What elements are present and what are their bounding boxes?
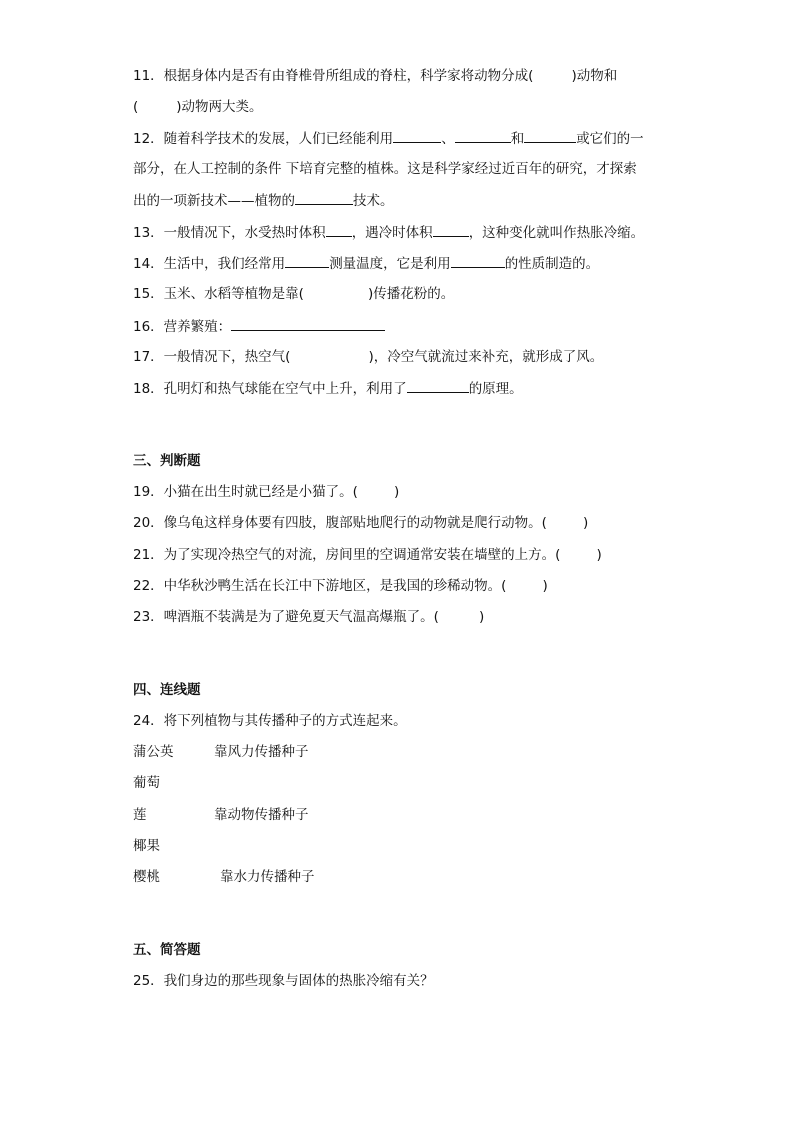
section-3-heading: 三、判断题 <box>133 453 201 469</box>
q20-text-b: ) <box>582 515 589 531</box>
section-5-heading: 五、简答题 <box>133 942 201 958</box>
question-12-line2 <box>133 159 637 179</box>
q17-text-a: 17．一般情况下，热空气( <box>133 349 291 365</box>
match-row-1 <box>133 742 174 762</box>
question-11-line2 <box>133 97 263 117</box>
question-18 <box>133 378 523 399</box>
q14-text-c: 的性质制造的。 <box>504 256 600 272</box>
question-11-line1 <box>133 66 617 86</box>
question-19 <box>133 482 399 502</box>
q18-text-b: 的原理。 <box>468 381 523 397</box>
method-wind[interactable]: 靠风力传播种子 <box>214 744 309 760</box>
question-15 <box>133 284 454 304</box>
plant-grape[interactable]: 葡萄 <box>133 775 160 791</box>
q18-text-a: 18．孔明灯和热气球能在空气中上升，利用了 <box>133 381 407 397</box>
q21-text-b: ) <box>596 547 602 563</box>
question-22 <box>133 576 548 596</box>
question-14 <box>133 253 599 274</box>
q14-text-b: 测量温度，它是利用 <box>329 256 451 272</box>
question-25: 25．我们身边的那些现象与固体的热胀冷缩有关？ <box>133 973 434 989</box>
question-17 <box>133 347 603 367</box>
q12-blank-1[interactable] <box>393 128 441 143</box>
q22-text-a: 22．中华秋沙鸭生活在长江中下游地区，是我国的珍稀动物。( <box>133 578 507 594</box>
q21-text-a: 21．为了实现冷热空气的对流，房间里的空调通常安装在墙壁的上方。( <box>133 547 561 563</box>
question-16 <box>133 316 385 337</box>
q12-text-b: 、 <box>441 131 455 147</box>
question-13 <box>133 222 644 243</box>
q12-blank-4[interactable] <box>295 190 353 205</box>
plant-coconut[interactable]: 椰果 <box>133 838 160 854</box>
q23-text-a: 23．啤酒瓶不装满是为了避免夏天气温高爆瓶了。( <box>133 609 439 625</box>
q14-blank-2[interactable] <box>451 253 505 268</box>
q13-text-a: 13．一般情况下，水受热时体积 <box>133 225 326 241</box>
q13-text-c: ，这种变化就叫作热胀冷缩。 <box>468 225 645 241</box>
q20-text-a: 20．像乌龟这样身体要有四肢，腹部贴地爬行的动物就是爬行动物。( <box>133 515 547 531</box>
method-water[interactable]: 靠水力传播种子 <box>220 869 315 885</box>
q14-blank-1[interactable] <box>285 253 329 268</box>
q15-text-b: )传播花粉的。 <box>367 286 455 302</box>
q19-text-b: ) <box>393 484 400 500</box>
q12-blank-3[interactable] <box>524 128 576 143</box>
q16-blank[interactable] <box>231 316 385 331</box>
q13-text-b: ，遇冷时体积 <box>351 225 433 241</box>
q11-text-c: ( <box>133 99 139 115</box>
q17-text-b: )，冷空气就流过来补充，就形成了风。 <box>368 349 604 365</box>
q22-text-b: ) <box>542 578 548 594</box>
q23-text-b: ) <box>478 609 485 625</box>
q11-text-b: )动物和 <box>571 68 618 84</box>
q13-blank-1[interactable] <box>326 222 352 237</box>
question-20 <box>133 513 588 533</box>
question-23 <box>133 607 484 627</box>
q12-text-line3b: 技术。 <box>353 193 394 209</box>
q11-text-d: )动物两大类。 <box>176 99 263 115</box>
q19-text-a: 19．小猫在出生时就已经是小猫了。( <box>133 484 358 500</box>
section-4-heading: 四、连线题 <box>133 682 201 698</box>
q16-text-a: 16．营养繁殖： <box>133 319 232 335</box>
q15-text-a: 15．玉米、水稻等植物是靠( <box>133 286 304 302</box>
q12-blank-2[interactable] <box>455 128 511 143</box>
plant-cherry[interactable]: 樱桃 <box>133 869 160 885</box>
q18-blank[interactable] <box>407 378 469 393</box>
q12-text-line2: 部分，在人工控制的条件 下培育完整的植株。这是科学家经过近百年的研究，才探索 <box>133 161 637 177</box>
question-12-line1 <box>133 128 644 149</box>
question-24: 24．将下列植物与其传播种子的方式连起来。 <box>133 713 407 729</box>
method-animal[interactable]: 靠动物传播种子 <box>214 807 309 823</box>
q12-text-a: 12．随着科学技术的发展，人们已经能利用 <box>133 131 394 147</box>
plant-lotus[interactable]: 莲 <box>133 807 147 823</box>
q13-blank-2[interactable] <box>433 222 469 237</box>
q12-text-line3a: 出的一项新技术——植物的 <box>133 193 295 209</box>
question-21 <box>133 545 602 565</box>
q12-text-d: 或它们的一 <box>576 131 644 147</box>
question-12-line3 <box>133 190 394 211</box>
q14-text-a: 14．生活中，我们经常用 <box>133 256 286 272</box>
q12-text-c: 和 <box>510 131 525 147</box>
q11-text-a: 11．根据身体内是否有由脊椎骨所组成的脊柱，科学家将动物分成( <box>133 68 534 84</box>
plant-dandelion[interactable]: 蒲公英 <box>133 744 174 760</box>
